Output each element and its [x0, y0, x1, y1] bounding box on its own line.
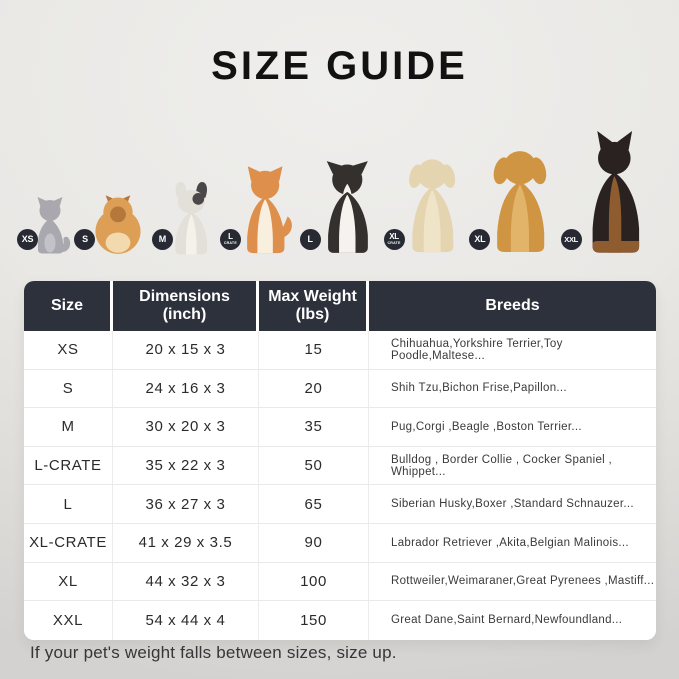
sizing-note: If your pet's weight falls between sizes, size up.: [30, 643, 397, 662]
size-badge-label: XL: [389, 232, 399, 242]
size-badge-sublabel: CRATE: [387, 241, 401, 246]
table-row-xxl: [24, 601, 656, 640]
cell-size: XXL: [24, 601, 113, 640]
page-title: SIZE GUIDE: [211, 44, 468, 88]
cell-max-weight: 100: [259, 563, 369, 602]
cell-max-weight: 20: [259, 370, 369, 409]
size-badge-label: XXL: [564, 234, 578, 244]
size-badge-sublabel: CRATE: [223, 241, 237, 246]
header-breeds-label: Breeds: [485, 296, 540, 314]
cell-size: M: [24, 408, 113, 447]
header-weight-unit: (lbs): [295, 306, 330, 323]
cell-breeds: Labrador Retriever ,Akita,Belgian Malinois...: [369, 524, 656, 563]
size-badge-label: XL: [474, 234, 486, 244]
animal-doberman: [564, 131, 655, 255]
header-dimensions-unit: (inch): [162, 306, 207, 323]
size-badge-m: [152, 229, 173, 250]
size-table-header: [24, 281, 656, 331]
size-badge-label: XS: [21, 234, 34, 244]
animal-shiba-inu: [223, 165, 297, 255]
size-table: [24, 281, 656, 640]
size-badge-label: S: [82, 234, 88, 244]
cell-max-weight: 150: [259, 601, 369, 640]
size-badge-label: L: [228, 232, 233, 242]
cell-dimensions: 30 x 20 x 3: [113, 408, 259, 447]
cell-max-weight: 15: [259, 331, 369, 370]
header-size: [24, 281, 113, 331]
border-collie-image: [313, 159, 382, 255]
french-bulldog-image: [165, 179, 218, 255]
animal-french-bulldog: [158, 179, 218, 255]
pomeranian-image: [87, 193, 149, 255]
cell-size: S: [24, 370, 113, 409]
cell-max-weight: 35: [259, 408, 369, 447]
golden-retriever-image: [482, 145, 558, 255]
cell-breeds: Siberian Husky,Boxer ,Standard Schnauzer...: [369, 485, 656, 524]
table-row-xl: [24, 563, 656, 602]
size-badge-xs: [17, 229, 38, 250]
table-row-s: [24, 370, 656, 409]
header-weight-label: Max Weight: [268, 287, 357, 305]
cat-image: [30, 195, 72, 255]
table-row-m: [24, 408, 656, 447]
cell-size: L: [24, 485, 113, 524]
animal-cat: [21, 195, 72, 255]
cell-dimensions: 36 x 27 x 3: [113, 485, 259, 524]
header-dimensions-label: Dimensions: [139, 287, 230, 305]
table-row-l: [24, 485, 656, 524]
cell-max-weight: 90: [259, 524, 369, 563]
cell-max-weight: 50: [259, 447, 369, 486]
cell-dimensions: 41 x 29 x 3.5: [113, 524, 259, 563]
cell-size: L-CRATE: [24, 447, 113, 486]
size-badge-l-crate: [220, 229, 241, 250]
cell-breeds: Shih Tzu,Bichon Frise,Papillon...: [369, 370, 656, 409]
animal-pomeranian: [82, 193, 149, 255]
animal-labrador: [387, 153, 467, 255]
header-breeds: [369, 281, 656, 331]
size-badge-l: [300, 229, 321, 250]
size-badge-label: L: [307, 234, 313, 244]
size-badge-xl-crate: [384, 229, 405, 250]
pet-size-lineup: [21, 118, 655, 255]
cell-dimensions: 54 x 44 x 4: [113, 601, 259, 640]
animal-border-collie: [307, 159, 382, 255]
labrador-image: [397, 153, 467, 255]
cell-breeds: Bulldog , Border Collie , Cocker Spaniel , Whippet...: [369, 447, 656, 486]
cell-size: XL-CRATE: [24, 524, 113, 563]
doberman-image: [574, 131, 655, 255]
cell-breeds: Pug,Corgi ,Beagle ,Boston Terrier...: [369, 408, 656, 447]
cell-breeds: Chihuahua,Yorkshire Terrier,Toy Poodle,Maltese...: [369, 331, 656, 370]
table-row-xs: [24, 331, 656, 370]
size-badge-label: M: [158, 234, 166, 244]
cell-dimensions: 35 x 22 x 3: [113, 447, 259, 486]
table-row-xl-crate: [24, 524, 656, 563]
animal-golden-retriever: [474, 145, 558, 255]
header-max-weight: [259, 281, 369, 331]
cell-size: XS: [24, 331, 113, 370]
header-size-label: Size: [50, 296, 83, 314]
cell-dimensions: 24 x 16 x 3: [113, 370, 259, 409]
cell-breeds: Rottweiler,Weimaraner,Great Pyrenees ,Mastiff...: [369, 563, 656, 602]
size-badge-xxl: [561, 229, 582, 250]
shiba-inu-image: [233, 165, 297, 255]
size-table-body: [24, 331, 656, 640]
header-dimensions: [113, 281, 259, 331]
cell-max-weight: 65: [259, 485, 369, 524]
cell-dimensions: 44 x 32 x 3: [113, 563, 259, 602]
cell-dimensions: 20 x 15 x 3: [113, 331, 259, 370]
table-row-l-crate: [24, 447, 656, 486]
cell-breeds: Great Dane,Saint Bernard,Newfoundland...: [369, 601, 656, 640]
cell-size: XL: [24, 563, 113, 602]
